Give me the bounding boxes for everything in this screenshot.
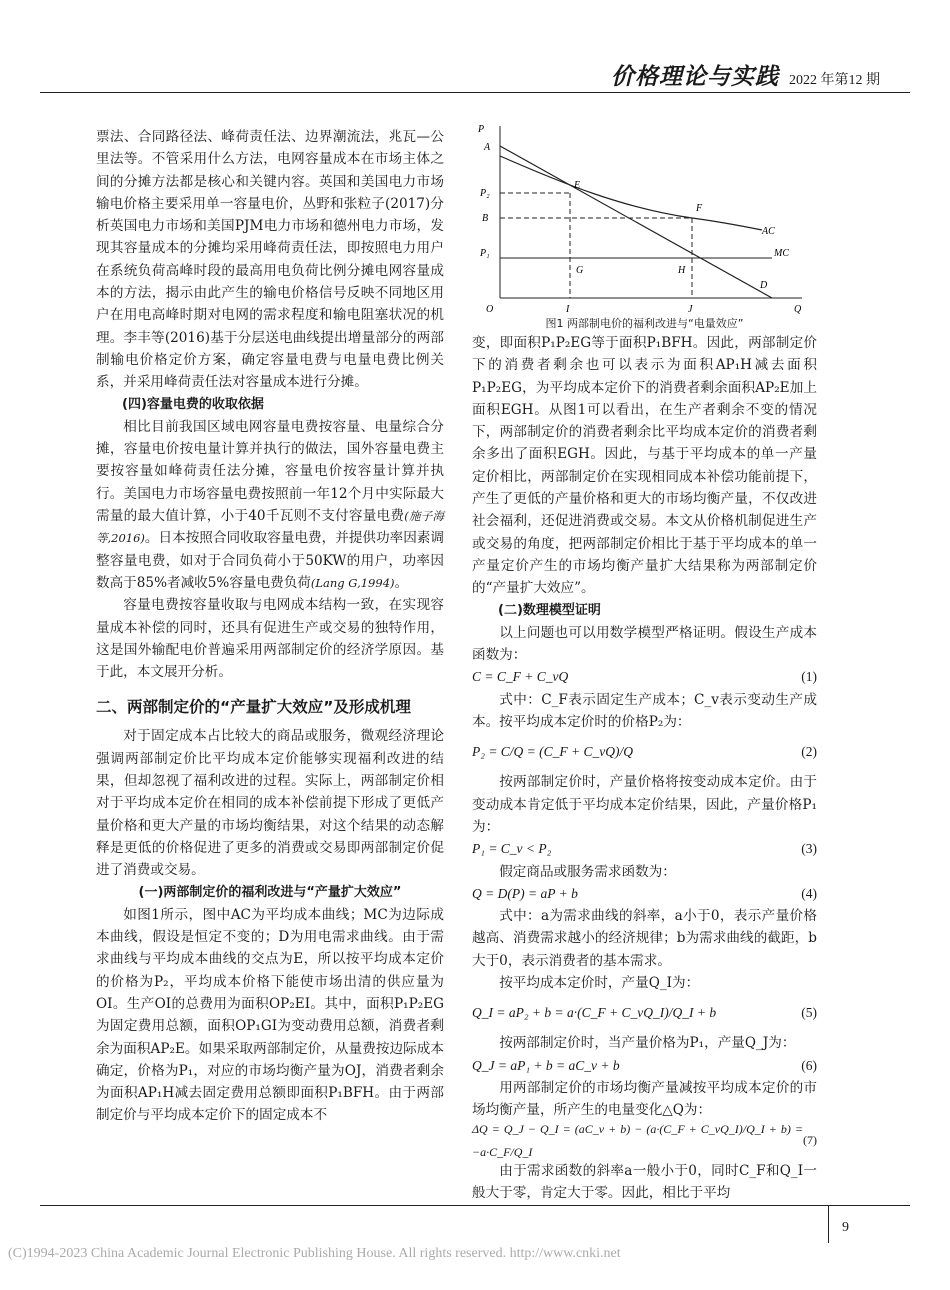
- paragraph: 容量电费按容量收取与电网成本结构一致，在实现容量成本补偿的同时，还具有促进生产或交易的独特作用，这是国外输配电价普遍采用两部制定价的经济学原因。基于此，本文展开分析。: [96, 597, 444, 681]
- figure-1: [472, 118, 817, 316]
- subheading: (一)两部制定价的福利改进与“产量扩大效应”: [138, 884, 402, 900]
- label-e: E: [574, 180, 581, 191]
- paragraph: 按两部制定价时，产量价格将按变动成本定价。由于变动成本肯定低于平均成本定价结果，因此，产量价格P₁为：: [472, 774, 817, 835]
- paragraph: 式中：a为需求曲线的斜率，a小于0，表示产量价格越高、消费需求越小的经济规律；b为需求曲线的截距，b大于0，表示消费者的基本需求。: [472, 908, 817, 969]
- running-header: [611, 58, 880, 91]
- label-p1: P₁: [480, 248, 490, 259]
- equation-3: P₁ = C_v < P₂ (3): [472, 841, 817, 857]
- demand-curve: [500, 146, 772, 298]
- equation-1: C = C_F + C_vQ (1): [472, 669, 817, 685]
- axis-q-label: Q: [794, 304, 802, 315]
- paragraph: 如图1所示，图中AC为平均成本曲线；MC为边际成本曲线，假设是恒定不变的；D为用电需求曲线。由于需求曲线与平均成本曲线的交点为E，所以按平均成本定价的价格为P₂，平均成本价格下能使市场出清的供应量为OI。生产OI的总费用为面积OP₂EI。其中，面积P₁P₂EG为固定费用总额，面积OP₁GI为变动费用总额，消费者剩余为面积AP₂E。如果采取两部制定价，从量费按边际成本确定，价格为P₁，对应的市场均衡产量为OJ，消费者剩余为面积AP₁H减去固定费用总额即面积P₁BFH。由于两部制定价与平均成本定价下的固定成本不: [96, 906, 444, 1124]
- paragraph: 票法、合同路径法、峰荷责任法、边界潮流法，兆瓦—公里法等。不管采用什么方法，电网容量成本在市场主体之间的分摊方法都是核心和关键内容。英国和美国电力市场输电价格主要采用单一容量电价，丛野和张粒子(2017)分析英国电力市场和美国PJM电力市场和德州电力市场，发现其容量成本的分摊均采用峰荷责任法，即按照电力用户在系统负荷高峰时段的最高用电负荷比例分摊电网容量成本的方法，揭示由此产生的输电价格信号反映不同地区用户在用电高峰时期对电网的需求程度和输电阻塞状况的机理。李丰等(2016)基于分层送电曲线提出增量部分的两部制输电价格定价方案，确定容量电费与电量电费比例关系，并采用峰荷责任法对容量成本进行分摊。: [96, 129, 444, 391]
- copyright-notice: (C)1994-2023 China Academic Journal Electronic Publishing House. All rights reserved. http://www.cnki.net: [8, 1246, 621, 1261]
- paragraph: 按两部制定价时，当产量价格为P₁，产量Q_J为：: [499, 1035, 796, 1052]
- equation-7: ΔQ = Q_J − Q_I = (aC_v + b) − (a·(C_F + C_vQ_I)/Q_I + b) = −a·C_F/Q_I (7): [472, 1122, 817, 1159]
- page-number: 9: [842, 1220, 849, 1235]
- label-h: H: [678, 265, 686, 276]
- label-p2: P₂: [480, 188, 490, 199]
- label-i: I: [566, 304, 570, 315]
- label-a: A: [484, 142, 491, 153]
- label-j: J: [688, 304, 693, 315]
- section-heading: 二、两部制定价的“产量扩大效应”及形成机理: [96, 698, 411, 717]
- paragraph: 由于需求函数的斜率a一般小于0，同时C_F和Q_I一般大于零，肯定大于零。因此，相比于平均: [472, 1162, 817, 1201]
- journal-name: 价格理论与实践: [611, 63, 779, 90]
- equation-2: P₂ = C/Q = (C_F + C_vQ)/Q (2): [472, 744, 817, 760]
- axis-p-label: P: [478, 124, 485, 135]
- issue-label: 2022 年第12 期: [789, 73, 880, 88]
- paragraph: 式中：C_F表示固定生产成本；C_v表示变动生产成本。按平均成本定价时的价格P₂为：: [472, 691, 817, 731]
- equation-5: Q_I = aP₂ + b = a·(C_F + C_vQ_I)/Q_I + b (5): [472, 1005, 817, 1021]
- label-ac: AC: [762, 226, 775, 237]
- label-b: B: [482, 213, 489, 224]
- paragraph: 用两部制定价的市场均衡产量减按平均成本定价的市场均衡产量，所产生的电量变化△Q为：: [472, 1079, 817, 1119]
- footer-rule: [40, 1205, 910, 1206]
- equation-6: Q_J = aP₁ + b = aC_v + b (6): [472, 1057, 817, 1073]
- footer-divider: [828, 1205, 829, 1243]
- left-column: [96, 126, 444, 1127]
- origin-label: O: [486, 304, 494, 315]
- label-d: D: [760, 280, 768, 291]
- label-g: G: [576, 265, 584, 276]
- figure-caption: 图1 两部制电价的福利改进与“电量效应”: [545, 317, 744, 330]
- paragraph: 按平均成本定价时，产量Q_I为：: [499, 975, 700, 992]
- paragraph: 以上问题也可以用数学模型严格证明。假设生产成本函数为：: [472, 624, 817, 664]
- right-column: [472, 118, 817, 1204]
- header-rule: [40, 92, 910, 93]
- subheading: (二)数理模型证明: [498, 602, 601, 618]
- subheading: (四)容量电费的收取依据: [122, 396, 264, 412]
- paragraph: 相比目前我国区域电网容量电费按容量、电量综合分摊，容量电价按电量计算并执行的做法，国外容量电费主要按容量如峰荷责任法分摊，容量电价按容量计算并执行。美国电力市场容量电费按照前一年12个月中实际最大需量的最大值计算，小于40千瓦则不支付容量电费(施子海等,2016)。日本按照合同收取容量电费，并提供功率因素调整容量电费，如对于合同负荷小于50KW的用户，功率因数高于85%者减收5%容量电费负荷(Lang G,1994)。: [96, 418, 444, 591]
- label-f: F: [696, 203, 703, 214]
- paragraph: 假定商品或服务需求函数为：: [499, 863, 676, 880]
- paragraph: 变，即面积P₁P₂EG等于面积P₁BFH。因此，两部制定价下的消费者剩余也可以表示为面积AP₁H减去面积P₁P₂EG，为平均成本定价下的消费者剩余面积AP₂E加上面积EGH。从图1可以看出，在生产者剩余不变的情况下，两部制定价的消费者剩余比平均成本定价的消费者剩余多出了面积EGH。因此，与基于平均成本的单一产量定价相比，两部制定价在实现相同成本补偿功能前提下，产生了更低的产量价格和更大的市场均衡产量，不仅改进社会福利，还促进消费或交易。本文从价格机制促进生产或交易的角度，把两部制定价相比于基于平均成本的单一产量定价产生的市场均衡产量扩大结果称为两部制定价的“产量扩大效应”。: [472, 335, 817, 597]
- equation-4: Q = D(P) = aP + b (4): [472, 885, 817, 901]
- label-mc: MC: [774, 248, 789, 259]
- paragraph: 对于固定成本占比较大的商品或服务，微观经济理论强调两部制定价比平均成本定价能够实现福利改进的结果，但却忽视了福利改进的过程。实际上，两部制定价相对于平均成本定价在相同的成本补偿前提下形成了更低产量价格和更大产量的市场均衡结果，对这个结果的动态解释是更低的价格促进了更多的消费或交易即两部制定价促进了消费或交易。: [96, 728, 444, 879]
